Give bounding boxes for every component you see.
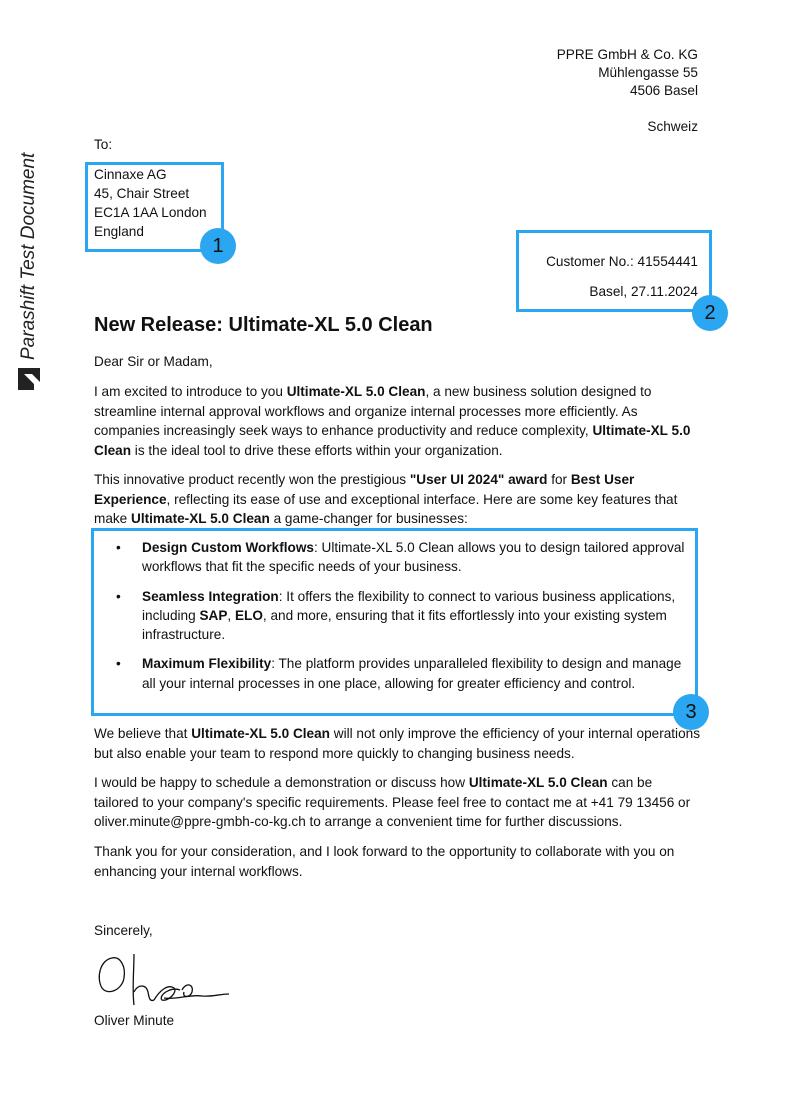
paragraph-contact: I would be happy to schedule a demonstration or discuss how Ultimate-XL 5.0 Clean can be tailored to your company's specific requirements. Please feel free to contact me at +41 79 13456 or oliver.minute@ppre-gmbh-co-kg.ch to arrange a convenient time for further discussions. <box>94 775 691 829</box>
annotation-badge-3: 3 <box>673 694 709 730</box>
sender-street: Mühlengasse 55 <box>598 65 698 80</box>
recipient-street: 45, Chair Street <box>94 186 190 201</box>
paragraph-award: This innovative product recently won the prestigious "User UI 2024" award for Best User Experience, reflecting its ease of use and exceptional interface. Here are some key features that make Ultimate-XL 5.0 Clean a game-changer for businesses: <box>94 472 678 526</box>
recipient-company: Cinnaxe AG <box>94 167 167 182</box>
to-label: To: <box>94 137 113 152</box>
signer-name: Oliver Minute <box>94 1013 175 1028</box>
recipient-country: England <box>94 224 144 239</box>
highlight-box-features <box>91 528 698 716</box>
side-label-text: Parashift Test Document <box>18 152 39 360</box>
recipient-city: EC1A 1AA London <box>94 205 207 220</box>
paragraph-benefit: We believe that Ultimate-XL 5.0 Clean will not only improve the efficiency of your internal operations but also enable your team to respond more quickly to changing business needs. <box>94 726 700 761</box>
sender-city: 4506 Basel <box>629 83 698 98</box>
paragraph-intro: I am excited to introduce to you Ultimate-XL 5.0 Clean, a new business solution designed to streamline internal approval workflows and organize internal processes more efficiently. As companies increasingly seek ways to enhance productivity and reduce complexity, Ultimate-XL 5.0 Clean is the ideal tool to drive these efforts within your organization. <box>94 384 691 458</box>
letter-date: Basel, 27.11.2024 <box>589 284 698 299</box>
highlight-box-customer <box>516 230 712 312</box>
parashift-logo-icon <box>18 368 40 390</box>
greeting: Dear Sir or Madam, <box>94 354 213 369</box>
handwritten-signature <box>94 950 234 1010</box>
letter-subject: New Release: Ultimate-XL 5.0 Clean <box>94 314 433 336</box>
customer-number: Customer No.: 41554441 <box>546 254 698 269</box>
list-item: • Seamless Integration: It offers the flexibility to connect to various business applications, including SAP, ELO, and more, ensuring that it fits effortlessly into your existing system infrastructure. <box>116 588 676 643</box>
list-item: • Maximum Flexibility: The platform provides unparalleled flexibility to design and manage all your internal processes in one place, allowing for greater efficiency and control. <box>116 656 682 691</box>
sender-country: Schweiz <box>647 119 698 134</box>
paragraph-thanks: Thank you for your consideration, and I look forward to the opportunity to collaborate with you on enhancing your internal workflows. <box>94 844 675 879</box>
annotation-badge-2: 2 <box>692 295 728 331</box>
annotation-badge-1: 1 <box>200 228 236 264</box>
document-side-label <box>18 153 40 390</box>
sender-company: PPRE GmbH & Co. KG <box>556 47 698 62</box>
sender-address <box>557 46 698 136</box>
closing: Sincerely, <box>94 923 153 938</box>
list-item: • Design Custom Workflows: Ultimate-XL 5.0 Clean allows you to design tailored approval workflows that fit the specific needs of your business. <box>116 540 685 575</box>
